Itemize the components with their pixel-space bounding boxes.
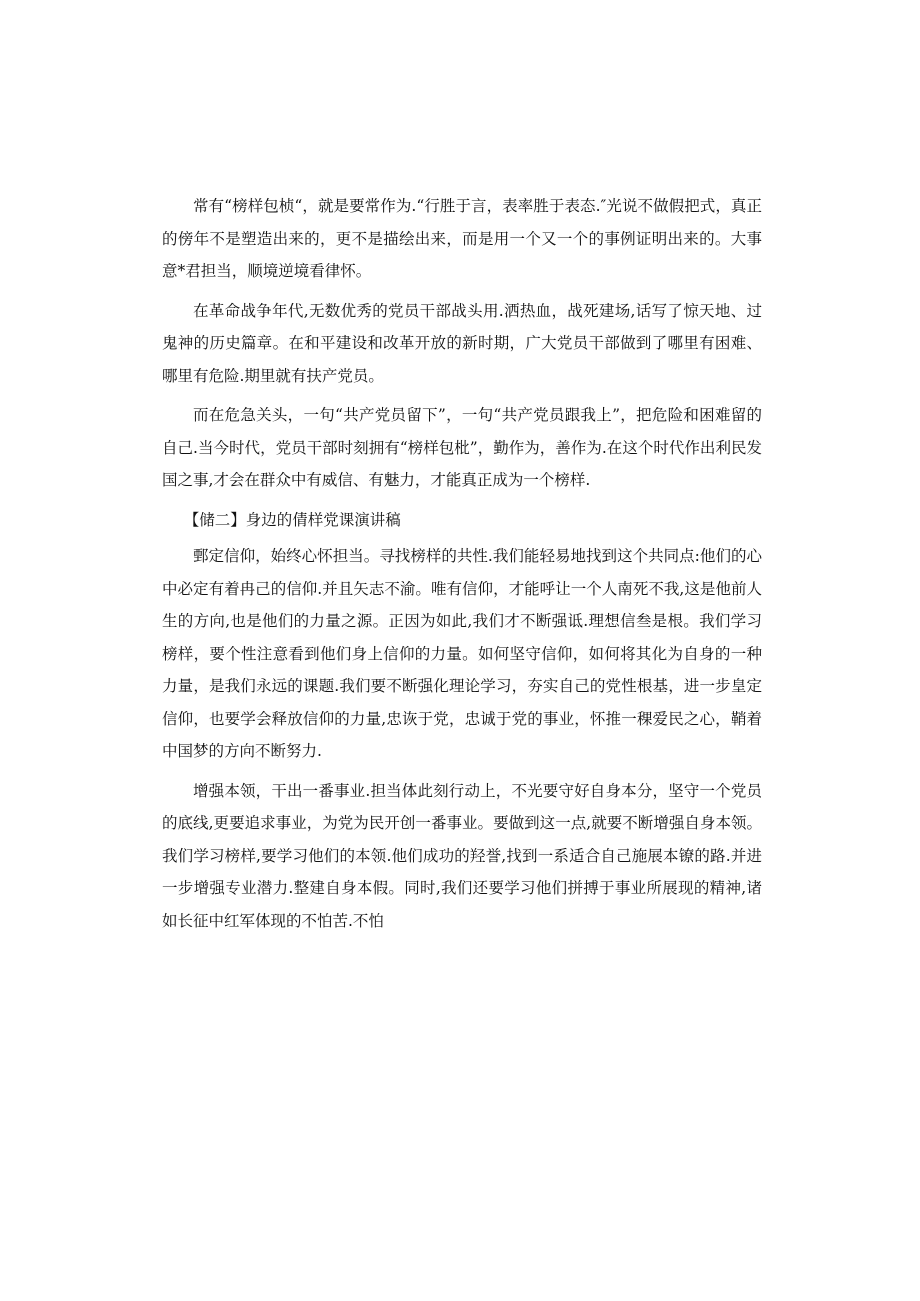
section-heading: 【储二】身边的倩样党课演讲稿 [183,510,401,529]
paragraph-4: 鄄定信仰，始终心怀担当。寻找榜样的共性.我们能轻易地找到这个共同点:他们的心中必定有着冉己的信仰.并且矢志不渝。唯有信仰，才能呼让一个人南死不我,这是他前人生的方向,也是他们的力量之源。正因为如此,我们才不断强诋.理想信叁是根。我们学习榜样，要个性注意看到他们身上信仰的力量。如何坚守信仰，如何将其化为自身的一种力量，是我们永远的课题.我们要不断强化理论学习，夯实自己的党性根基，进一步皇定信仰，也要学会释放信仰的力量,忠诙于党，忠诚于党的事业，怀推一稞爱民之心，鞘着中国梦的方向不断努力. [162,547,762,760]
paragraph-1: 常有“榜样包桢“，就是要常作为.“行胜于言，表率胜于表态.″光说不做假把式，真正的傍年不是塑造出来的，更不是描绘出来，而是用一个又一个的事例证明出来的。大事意*君担当，顺境逆境看律怀。 [162,197,762,280]
document-body [162,190,762,944]
paragraph-2: 在革命战争年代,无数优秀的党员干部战头用.洒热血，战死建场,话写了惊天地、过鬼神的历史篇章。在和平建设和改革开放的新时期，广大党员干部做到了哪里有困难、哪里有危险.期里就有扶产党员。 [162,301,762,385]
paragraph-3: 而在危急关头，一句“共产党员留下”，一句“共产党员跟我上”，把危险和困难留的自己.当今时代，党员干部时刻拥有“榜样包枇”，勤作为，善作为.在这个时代作出利民发国之事,才会在群众中有威信、有魅力，才能真正成为一个榜样. [162,406,762,489]
paragraph-5: 增强本领，干出一番事业.担当体此刻行动上，不光要守好自身本分，坚守一个党员的底线,更要追求事业，为党为民开创一番事业。要做到这一点,就要不断增强自身本领。我们学习榜样,要学习他们的本领.他们成功的羟誉,找到一系适合自己施展本镣的路.并进一步增强专业潜力.整建自身本假。同时,我们还要学习他们拼搏于事业所展现的精神,诸如长征中红军体现的不怕苦.不怕 [162,781,762,930]
